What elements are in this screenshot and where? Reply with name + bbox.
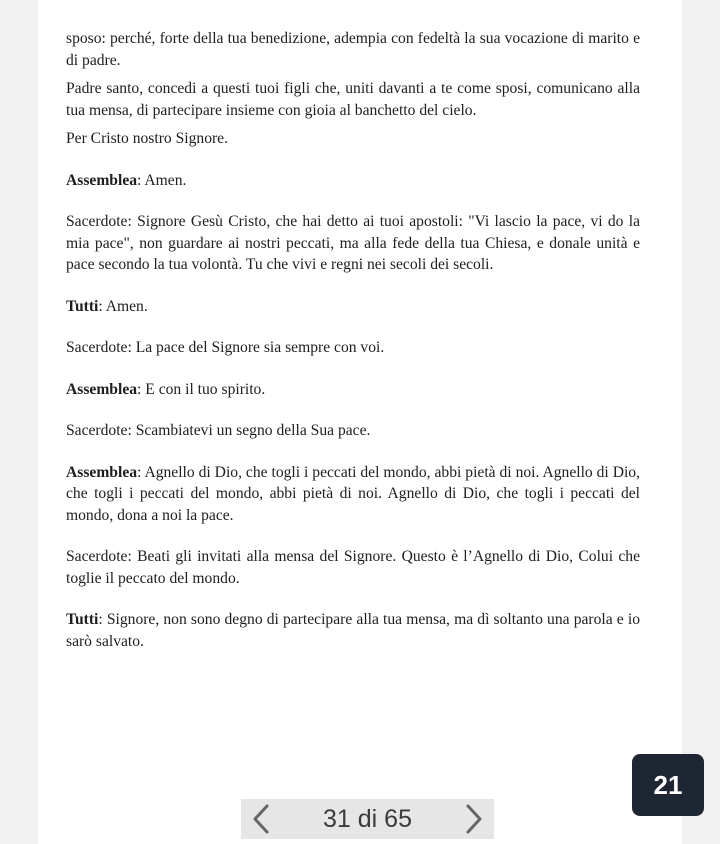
paragraph: sposo: perché, forte della tua benedizione, adempia con fedeltà la sua vocazione di marito e di padre. [66,30,640,69]
dialogue-text: : Agnello di Dio, che togli i peccati del mondo, abbi pietà di noi. Agnello di Dio, che togli i peccati del mondo, abbi pietà di noi. Agnello di Dio, che togli i peccati del mondo, dona a noi la pace. [66,463,640,524]
paragraph: Per Cristo nostro Signore. [66,130,228,147]
speaker-label: Assemblea [66,171,138,189]
pagination-bar [241,799,494,839]
document-text [66,28,640,652]
page-number-badge: 21 [632,754,704,816]
previous-page-button[interactable] [241,799,281,839]
paragraph: Sacerdote: La pace del Signore sia sempre con voi. [66,339,385,356]
chevron-right-icon [463,803,485,835]
dialogue-line [66,609,640,652]
paragraph: Sacerdote: Beati gli invitati alla mensa del Signore. Questo è l’Agnello di Dio, Colui che toglie il peccato del mondo. [66,548,640,587]
speaker-label: Tutti [66,297,99,315]
paragraph: Sacerdote: Scambiatevi un segno della Sua pace. [66,422,371,439]
speaker-label: Assemblea [66,380,138,398]
dialogue-line [66,462,640,527]
next-page-button[interactable] [454,799,494,839]
chevron-left-icon [250,803,272,835]
dialogue-text: : Amen. [98,297,148,315]
dialogue-line [66,379,640,401]
paragraph: Sacerdote: Signore Gesù Cristo, che hai detto ai tuoi apostoli: "Vi lascio la pace, vi do la mia pace", non guardare ai nostri peccati, ma alla fede della tua Chiesa, e donale unità e pace secondo la tua volontà. Tu che vivi e regni nei secoli dei secoli. [66,213,640,273]
dialogue-text: : Signore, non sono degno di partecipare alla tua mensa, ma dì soltanto una parola e io sarò salvato. [66,611,640,650]
speaker-label: Tutti [66,611,99,628]
dialogue-line [66,170,640,192]
speaker-label: Assemblea [66,463,138,481]
paragraph: Padre santo, concedi a questi tuoi figli che, uniti davanti a te come sposi, comunicano alla tua mensa, di partecipare insieme con gioia al banchetto del cielo. [66,80,640,119]
dialogue-line [66,296,640,318]
page-indicator: 31 di 65 [323,804,412,833]
dialogue-text: : Amen. [137,171,187,189]
dialogue-text: : E con il tuo spirito. [137,380,266,398]
